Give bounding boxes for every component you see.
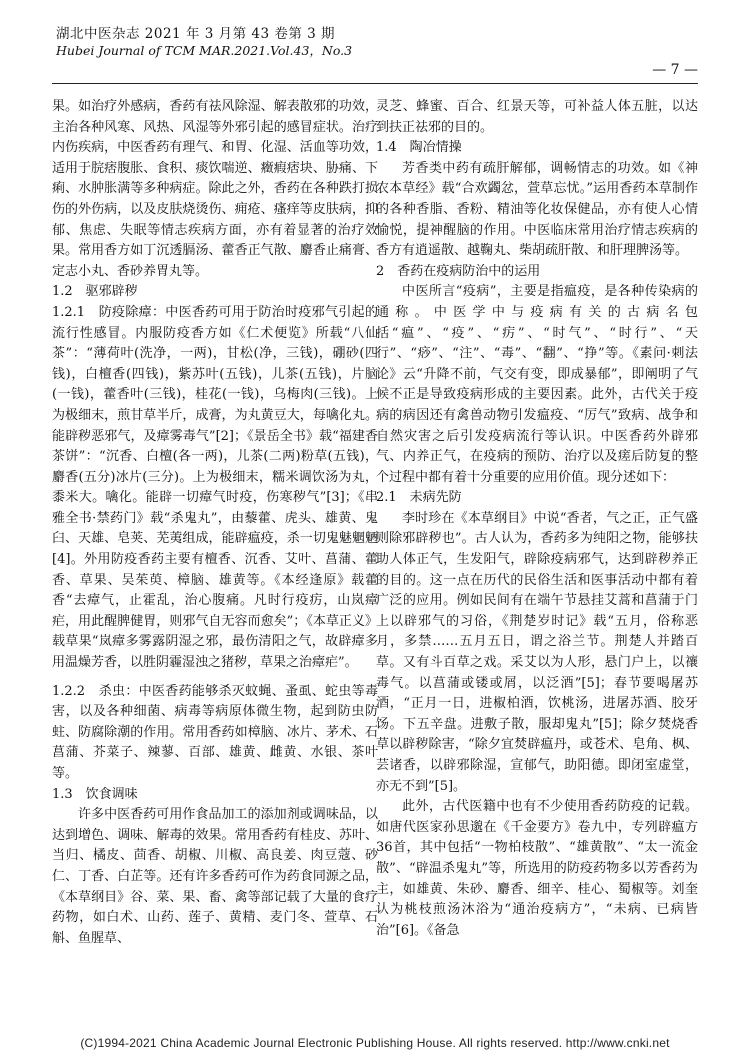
section-heading: 2 香药在疫病防治中的运用 [376,263,541,279]
left-column [52,97,378,949]
body-paragraph: 灵芝、蜂蜜、百合、红景天等，可补益人体五脏，以达到扶正祛邪的目的。 [376,99,698,135]
page-number: — 7 — [652,62,698,78]
section-heading: 1.3 饮食调味 [52,786,138,802]
body-paragraph: 此外，古代医籍中也有不少使用香药防疫的记载。如唐代医家孙思邈在《千金要方》卷九中，专列辟瘟方36首，其中包括“一物柏枝散”、“雄黄散”、“太一流金散”、“辟温杀鬼丸”等，所选用的防疫药物多以芳香药为主，如雄黄、朱砂、麝香、细辛、桂心、蜀椒等。刘奎认为桃枝煎汤沐浴为“通治疫病方”，“未病、已病皆治”[6]。《备急 [376,799,698,938]
copyright-footer: (C)1994-2021 China Academic Journal Electronic Publishing House. All rights reserved. http://www.cnki.net [80,1036,670,1050]
header-rule [52,83,698,84]
right-column [376,97,698,941]
journal-title-cn: 湖北中医杂志 2021 年 3 月第 43 卷第 3 期 [56,26,336,42]
body-paragraph: 1.2.2 杀虫：中医香药能够杀灭蚊蝇、蚤虱、蛇虫等毒害，以及各种细菌、病毒等病原体微生物，起到防虫防蛀、防腐除潮的作用。常用香药如樟脑、冰片、茅术、石菖蒲、芥菜子、辣蓼、百部、雄黄、雌黄、水银、茶叶等。 [52,683,378,781]
body-paragraph: 1.2.1 防疫除瘴：中医香药可用于防治时疫邪气引起的流行性感冒。内服防疫香方如《仁术便览》所载“八仙茶”：“薄荷叶(洗净，一两)，甘松(净，三钱)，硼砂(四钱)，白檀香(四钱)，紫苏叶(五钱)，儿茶(五钱)，片脑(一钱)，藿香叶(三钱)，桂花(一钱)，乌梅肉(三钱)。上为极细末，煎甘草半斤，成膏，为丸黄豆大，每噙化丸。能辟秽恶邪气，及瘴雾毒气”[2]；《景岳全书》载“福建香茶饼”：“沉香、白檀(各一两)，儿茶(二两)粉草(五钱)，麝香(五分)冰片(三分)。上为极细末，糯米调饮汤为丸，黍米大。噙化。能辟一切瘴气时疫，伤寒秽气”[3]；《串雅全书·禁药门》载“杀鬼丸”，由藜藿、虎头、雄黄、鬼臼、天雄、皂荚、芜荑组成，能辟瘟疫，杀一切鬼魅魍魉[4]。外用防疫香药主要有檀香、沉香、艾叶、菖蒲、藿香、草果、吴茱萸、樟脑、雄黄等。《本经逢原》载藿香“去瘴气，止霍乱，治心腹痛。凡时行疫疠，山岚瘴疟，用此醒脾健胃，则邪气自无容而愈矣”；《本草正义》载草果“岚瘴多雾露阴湿之邪，最伤清阳之气，故辟瘴多用温燥芳香，以胜阴霾湿浊之猪秽，草果之治瘴疟”。 [52,304,378,671]
section-heading: 1.2 驱邪辟秽 [52,284,138,300]
paragraph-gap [52,674,378,682]
body-paragraph: 许多中医香药可用作食品加工的添加剂或调味品，以达到增色、调味、解毒的效果。常用香药有桂皮、苏叶、当归、橘皮、茴香、胡椒、川椒、高良姜、肉豆蔻、砂仁、丁香、白芷等。还有许多香药可作为药食同源之品，《本草纲目》谷、菜、果、畜、禽等部记载了大量的食疗药物，如白术、山药、莲子、黄精、麦门冬、萱草、石斛、鱼腥草、 [52,807,378,946]
section-heading: 2.1 未病先防 [376,490,462,506]
body-paragraph: 芳香类中药有疏肝解郁，调畅情志的功效。如《神农本草经》载“合欢蠲忿，萱草忘忧。”运用香药本草制作的各种香脂、香粉、精油等化妆保健品，亦有使人心情愉悦，提神醒脑的作用。中医临床常用治疗情志疾病的香方有逍遥散、越鞠丸、柴胡疏肝散、和肝理脾汤等。 [376,160,698,259]
body-paragraph: 李时珍在《本草纲目》中说“香者，气之正，正气盛则除邪辟秽也”。古人认为，香药多为纯阳之物，能够扶助人体正气，生发阳气，辟除疫病邪气，达到辟秽养正的目的。这一点在历代的民俗生活和医事活动中都有着广泛的应用。例如民间有在端午节悬挂艾蒿和菖蒲于门上以辟邪气的习俗，《荆楚岁时记》载“五月，俗称恶月，多禁……五月五日，谓之浴兰节。荆楚人并踏百草。又有斗百草之戏。采艾以为人形，悬门户上，以禳毒气。以菖蒲或镂或屑，以泛酒”[5]；春节要喝屠苏酒，“正月一日，进椒柏酒，饮桃汤，进屠苏酒、胶牙饧。下五辛盘。进敷子散，服却鬼丸”[5]；除夕焚烧香草以辟秽除害，“除夕宜焚辟瘟丹，或苍术、皂角、枫、芸诸香，以辟邪除湿，宣郁气，助阳德。即闭室虚堂，亦无不到”[5]。 [376,510,698,794]
body-paragraph: 中医所言“疫病”，主要是指瘟疫，是各种传染病的通称。中医学中与疫病有关的古病名包括“瘟”、“疫”、“疠”、“时气”、“时行”、“天行”、“痧”、“注”、“毒”、“翻”、“挣”等。《素问·刺法论》云“升降不前，气交有变，即成暴郁”，即阐明了气候不正是导致疫病形成的主要因素。此外，古代关于疫病的病因还有禽兽动物引发瘟疫、“厉气”致病、战争和自然灾害之后引发疫病流行等认识。中医香药外辟邪气、内养正气，在疫病的预防、治疗以及瘥后防复的整个过程中都有着十分重要的应用价值。现分述如下： [376,284,698,485]
journal-title-en: Hubei Journal of TCM MAR.2021.Vol.43，No.3 [56,43,353,58]
section-heading: 1.4 陶冶情操 [376,140,462,156]
body-paragraph: 果。如治疗外感病，香药有祛风除湿、解表散邪的功效，主治各种风寒、风热、风湿等外邪引起的感冒症状。治疗内伤疾病，中医香药有理气、和胃、化湿、活血等功效，适用于脘痞腹胀、食积、痰饮喘逆、癥瘕痞块、胁痛、下痢、水肿胀满等多种病症。除此之外，香药在各种跌打损伤的外伤病，以及皮肤烧烫伤、痈疮、瘙痒等皮肤病，抑郁、焦虑、失眠等情志疾病方面，亦有着显著的治疗效果。常用香方如丁沉透膈汤、藿香正气散、麝香止痛膏、定志小丸、香砂养胃丸等。 [52,99,378,279]
journal-header [56,26,696,59]
